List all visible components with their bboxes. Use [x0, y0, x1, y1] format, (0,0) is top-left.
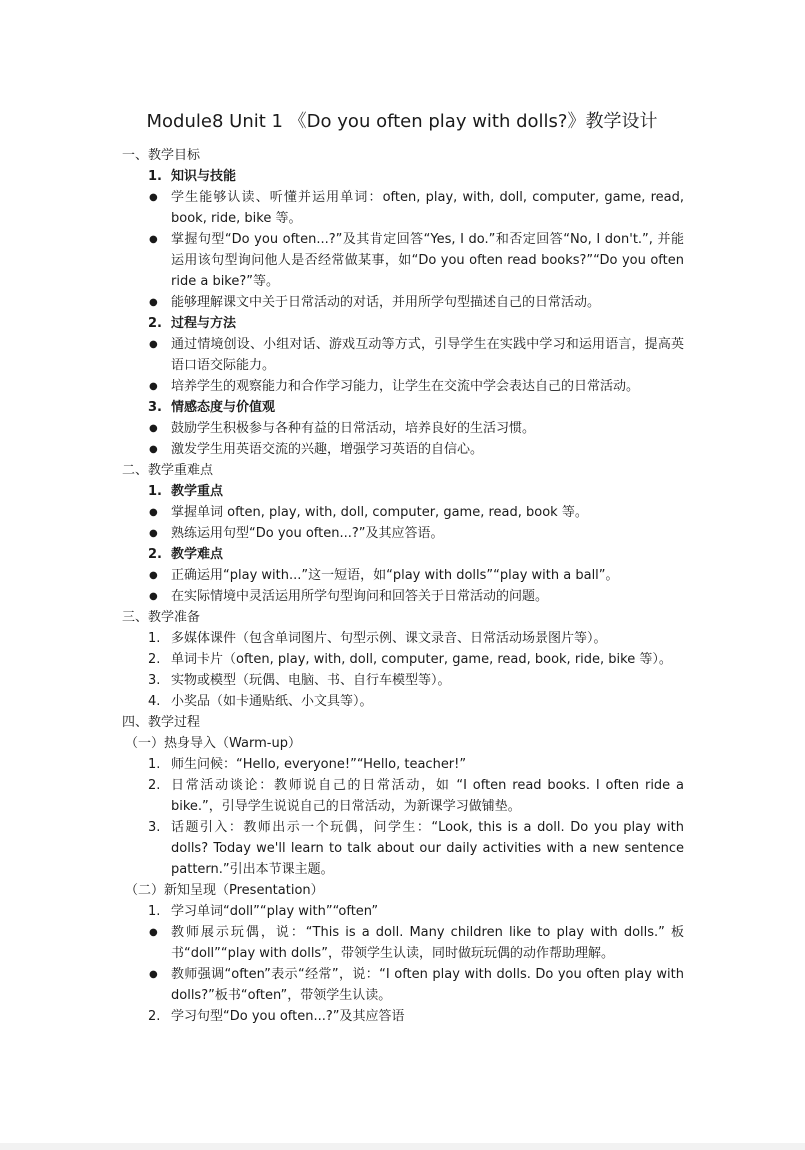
list-item: 4. 小奖品（如卡通贴纸、小文具等）。: [122, 691, 684, 712]
list-number: 4.: [148, 694, 161, 709]
subheading-focus: 1. 教学重点: [122, 481, 684, 502]
list-number: 1.: [148, 757, 161, 772]
bullet-icon: ●: [149, 927, 158, 938]
list-item: ● 通过情境创设、小组对话、游戏互动等方式，引导学生在实践中学习和运用语言，提高英语口语交际能力。: [122, 334, 684, 376]
bullet-icon: ●: [149, 423, 158, 434]
list-number: 3.: [148, 820, 161, 835]
list-item: ● 能够理解课文中关于日常活动的对话，并用所学句型描述自己的日常活动。: [122, 292, 684, 313]
list-item: ● 掌握单词 often, play, with, doll, computer, game, read, book 等。: [122, 502, 684, 523]
list-item: ● 鼓励学生积极参与各种有益的日常活动，培养良好的生活习惯。: [122, 418, 684, 439]
list-number: 1.: [148, 904, 161, 919]
subsection-warmup: （一）热身导入（Warm-up）: [125, 736, 301, 751]
bullet-icon: ●: [149, 507, 158, 518]
bullet-icon: ●: [149, 591, 158, 602]
subsection-presentation: （二）新知呈现（Presentation）: [125, 883, 324, 898]
list-number: 2.: [148, 778, 161, 793]
list-item: 2. 学习句型“Do you often...?”及其应答语: [122, 1006, 684, 1027]
subheading-difficulty: 2. 教学难点: [122, 544, 684, 565]
list-item: 2. 单词卡片（often, play, with, doll, computer, game, read, book, ride, bike 等）。: [122, 649, 684, 670]
bullet-icon: ●: [149, 234, 158, 245]
list-item: 1. 多媒体课件（包含单词图片、句型示例、课文录音、日常活动场景图片等）。: [122, 628, 684, 649]
list-item: 2. 日常活动谈论：教师说自己的日常活动，如 “I often read books. I often ride a bike.”，引导学生说说自己的日常活动，为新课学习做铺垫。: [122, 775, 684, 817]
list-number: 2.: [148, 1009, 161, 1024]
document-body: [122, 110, 684, 1027]
page-title: Module8 Unit 1 《Do you often play with dolls?》教学设计: [146, 111, 658, 132]
list-item: ● 培养学生的观察能力和合作学习能力，让学生在交流中学会表达自己的日常活动。: [122, 376, 684, 397]
bullet-icon: ●: [149, 339, 158, 350]
list-number: 3.: [148, 673, 161, 688]
subheading-process-method: 2. 过程与方法: [122, 313, 684, 334]
list-item: 3. 话题引入：教师出示一个玩偶，问学生：“Look, this is a doll. Do you play with dolls? Today we'll learn to talk about our daily activities with a new sentence pattern.”引出本节课主题。: [122, 817, 684, 880]
list-item: ● 学生能够认读、听懂并运用单词：often, play, with, doll, computer, game, read, book, ride, bike 等。: [122, 187, 684, 229]
bullet-icon: ●: [149, 297, 158, 308]
bullet-icon: ●: [149, 192, 158, 203]
bullet-icon: ●: [149, 570, 158, 581]
list-number: 1.: [148, 631, 161, 646]
list-number: 1.: [148, 169, 162, 184]
bullet-icon: ●: [149, 528, 158, 539]
list-item: ● 掌握句型“Do you often...?”及其肯定回答“Yes, I do.”和否定回答“No, I don't.”, 并能运用该句型询问他人是否经常做某事，如“Do you often read books?”“Do you often ride a bike?”等。: [122, 229, 684, 292]
list-number: 3.: [148, 400, 162, 415]
list-number: 1.: [148, 484, 162, 499]
subheading-knowledge: 1. 知识与技能: [122, 166, 684, 187]
section-heading-process: 四、教学过程: [122, 715, 201, 730]
list-item: ● 熟练运用句型“Do you often...?”及其应答语。: [122, 523, 684, 544]
list-item: 1. 师生问候：“Hello, everyone!”“Hello, teacher!”: [122, 754, 684, 775]
list-number: 2.: [148, 316, 162, 331]
list-item: ● 教师强调“often”表示“经常”，说：“I often play with dolls. Do you often play with dolls?”板书“often”，带领学生认读。: [122, 964, 684, 1006]
list-item: ● 正确运用“play with...”这一短语，如“play with dolls”“play with a ball”。: [122, 565, 684, 586]
bullet-icon: ●: [149, 381, 158, 392]
list-item: ● 激发学生用英语交流的兴趣，增强学习英语的自信心。: [122, 439, 684, 460]
bullet-icon: ●: [149, 444, 158, 455]
subheading-values: 3. 情感态度与价值观: [122, 397, 684, 418]
bullet-icon: ●: [149, 969, 158, 980]
section-heading-goals: 一、教学目标: [122, 148, 201, 163]
list-item: ● 教师展示玩偶，说：“This is a doll. Many children like to play with dolls.” 板书“doll”“play with dolls”，带领学生认读，同时做玩玩偶的动作帮助理解。: [122, 922, 684, 964]
list-number: 2.: [148, 652, 161, 667]
section-heading-keypoints: 二、教学重难点: [122, 463, 214, 478]
list-item: 3. 实物或模型（玩偶、电脑、书、自行车模型等）。: [122, 670, 684, 691]
list-item: 1. 学习单词“doll”“play with”“often”: [122, 901, 684, 922]
section-heading-preparation: 三、教学准备: [122, 610, 201, 625]
list-item: ● 在实际情境中灵活运用所学句型询问和回答关于日常活动的问题。: [122, 586, 684, 607]
list-number: 2.: [148, 547, 162, 562]
